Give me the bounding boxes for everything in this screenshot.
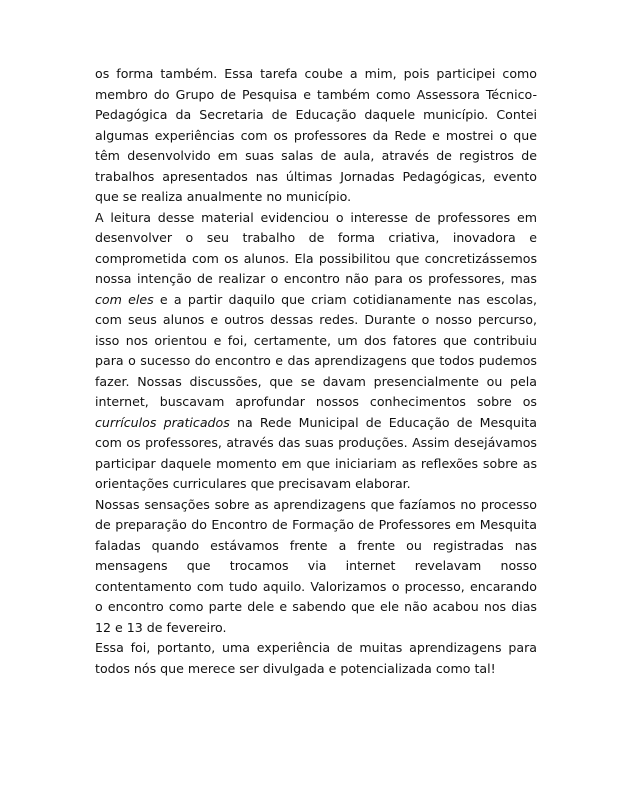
paragraph-2-text-c: na Rede Municipal de Educação de Mesquita com os professores, através das suas produções. Assim desejávamos participar daquele momento em que iniciariam as reflexões sobre as orientações curriculares que precisavam elaborar. — [95, 414, 537, 491]
paragraph-3 — [95, 495, 537, 639]
paragraph-1-text: os forma também. Essa tarefa coube a mim, pois participei como membro do Grupo de Pesquisa e também como Assessora Técnico-Pedagógica da Secretaria de Educação daquele município. Contei algumas experiências com os professores da Rede e mostrei o que têm desenvolvido em suas salas de aula, através de registros de trabalhos apresentados nas últimas Jornadas Pedagógicas, evento que se realiza anualmente no município. — [95, 66, 537, 204]
emphasis-curriculos-praticados: currículos praticados — [95, 414, 230, 430]
paragraph-4 — [95, 638, 537, 679]
paragraph-2-text-a: A leitura desse material evidenciou o interesse de professores em desenvolver o seu trabalho de forma criativa, inovadora e comprometida com os alunos. Ela possibilitou que concretizássemos nossa intenção de realizar o encontro não para os professores, mas — [95, 209, 537, 286]
paragraph-2-text-b: e a partir daquilo que criam cotidianamente nas escolas, com seus alunos e outros dessas redes. Durante o nosso percurso, isso nos orientou e foi, certamente, um dos fatores que contribuiu para o sucesso do encontro e das aprendizagens que todos pudemos fazer. Nossas discussões, que se davam presencialmente ou pela internet, buscavam aprofundar nossos conhecimentos sobre os — [95, 291, 537, 409]
paragraph-4-text: Essa foi, portanto, uma experiência de muitas aprendizagens para todos nós que merece ser divulgada e potencializada como tal! — [95, 640, 537, 676]
paragraph-1 — [95, 64, 537, 208]
paragraph-3-text: Nossas sensações sobre as aprendizagens que fazíamos no processo de preparação do Encontro de Formação de Professores em Mesquita faladas quando estávamos frente a frente ou registradas nas mensagens que trocamos via internet revelavam nosso contentamento com tudo aquilo. Valorizamos o processo, encarando o encontro como parte dele e sabendo que ele não acabou nos dias 12 e 13 de fevereiro. — [95, 496, 537, 635]
paragraph-2 — [95, 208, 537, 495]
emphasis-com-eles: com eles — [95, 291, 154, 307]
document-page — [95, 64, 537, 679]
